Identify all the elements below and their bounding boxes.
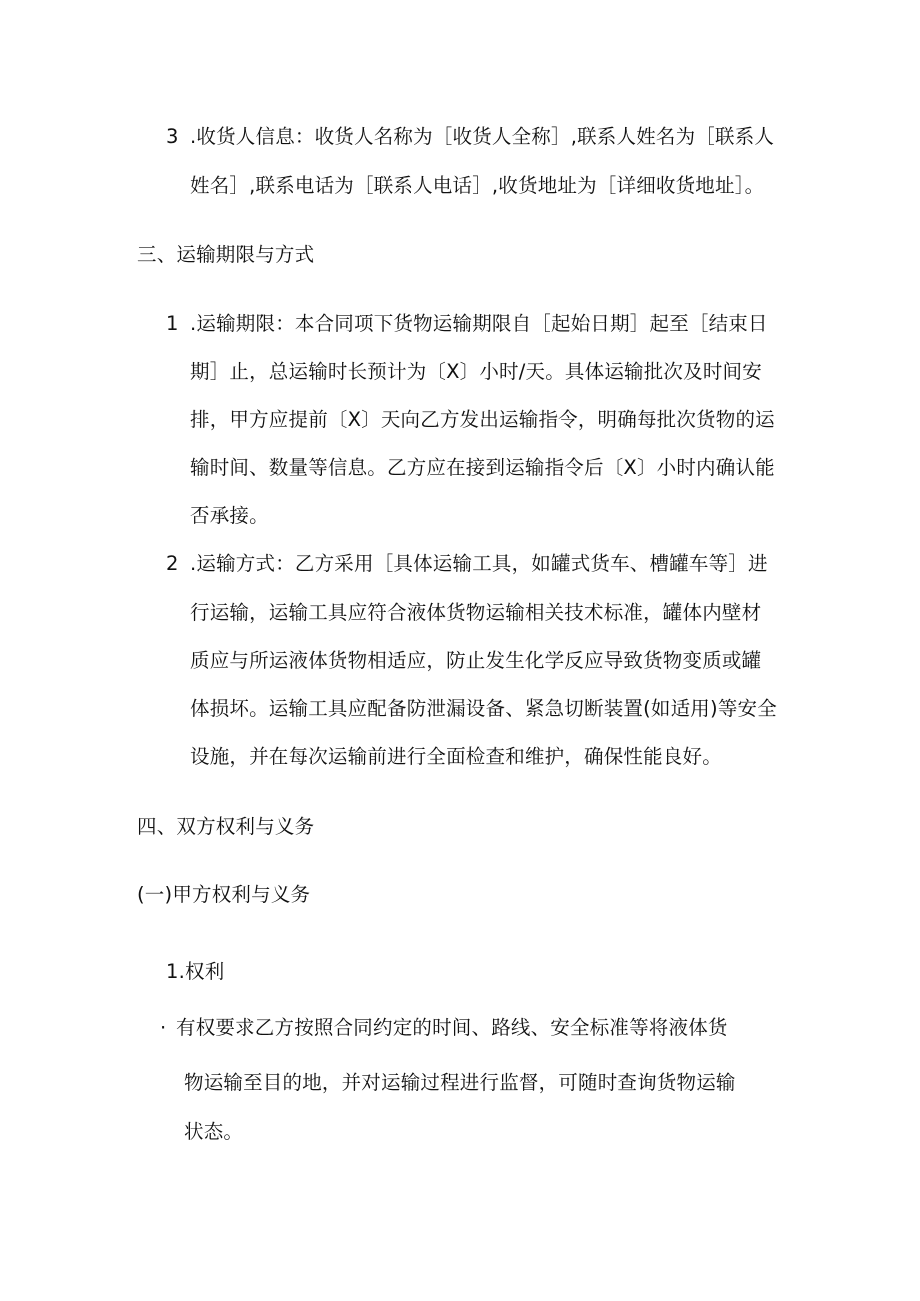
s3-item2-line-3: 质应与所运液体货物相适应，防止发生化学反应导致货物变质或罐 [190,649,762,672]
section3-heading: 三、运输期限与方式 [137,243,315,266]
s3-item1-line-3: 排，甲方应提前〔X〕天向乙方发出运输指令，明确每批次货物的运 [190,408,775,431]
s3-item2-line-5: 设施，并在每次运输前进行全面检查和维护，确保性能良好。 [190,745,722,768]
s3-item2-line-2: 行运输，运输工具应符合液体货物运输相关技术标准，罐体内壁材 [190,601,762,624]
subsection1-heading: (一)甲方权利与义务 [137,883,311,906]
bullet-mark: · [160,1016,167,1039]
rights-heading: 1.权利 [166,960,225,983]
section4-heading: 四、双方权利与义务 [137,815,315,838]
s3-item1-line-5: 否承接。 [190,504,269,527]
bullet1-line-1: 有权要求乙方按照合同约定的时间、路线、安全标准等将液体货 [176,1016,728,1039]
item3-line-1: .收货人信息：收货人名称为［收货人全称］,联系人姓名为［联系人 [190,125,775,148]
s3-item2-line-4: 体损坏。运输工具应配备防泄漏设备、紧急切断装置(如适用)等安全 [190,697,777,720]
s3-item1-line-2: 期］止，总运输时长预计为〔X〕小时/天。具体运输批次及时间安 [190,360,762,383]
bullet1-line-2: 物运输至目的地，并对运输过程进行监督，可随时查询货物运输 [184,1071,736,1094]
s3-item2-line-1: .运输方式：乙方采用［具体运输工具，如罐式货车、槽罐车等］进 [190,552,768,575]
s3-item1-line-1: .运输期限：本合同项下货物运输期限自［起始日期］起至［结束日 [190,312,768,335]
s3-item2-number: 2 [166,552,179,575]
bullet1-line-3: 状态。 [184,1120,244,1143]
s3-item1-number: 1 [166,312,179,335]
item3-line-2: 姓名］,联系电话为［联系人电话］,收货地址为［详细收货地址］。 [190,174,765,197]
item3-number: 3 [166,125,179,148]
s3-item1-line-4: 输时间、数量等信息。乙方应在接到运输指令后〔X〕小时内确认能 [190,456,775,479]
